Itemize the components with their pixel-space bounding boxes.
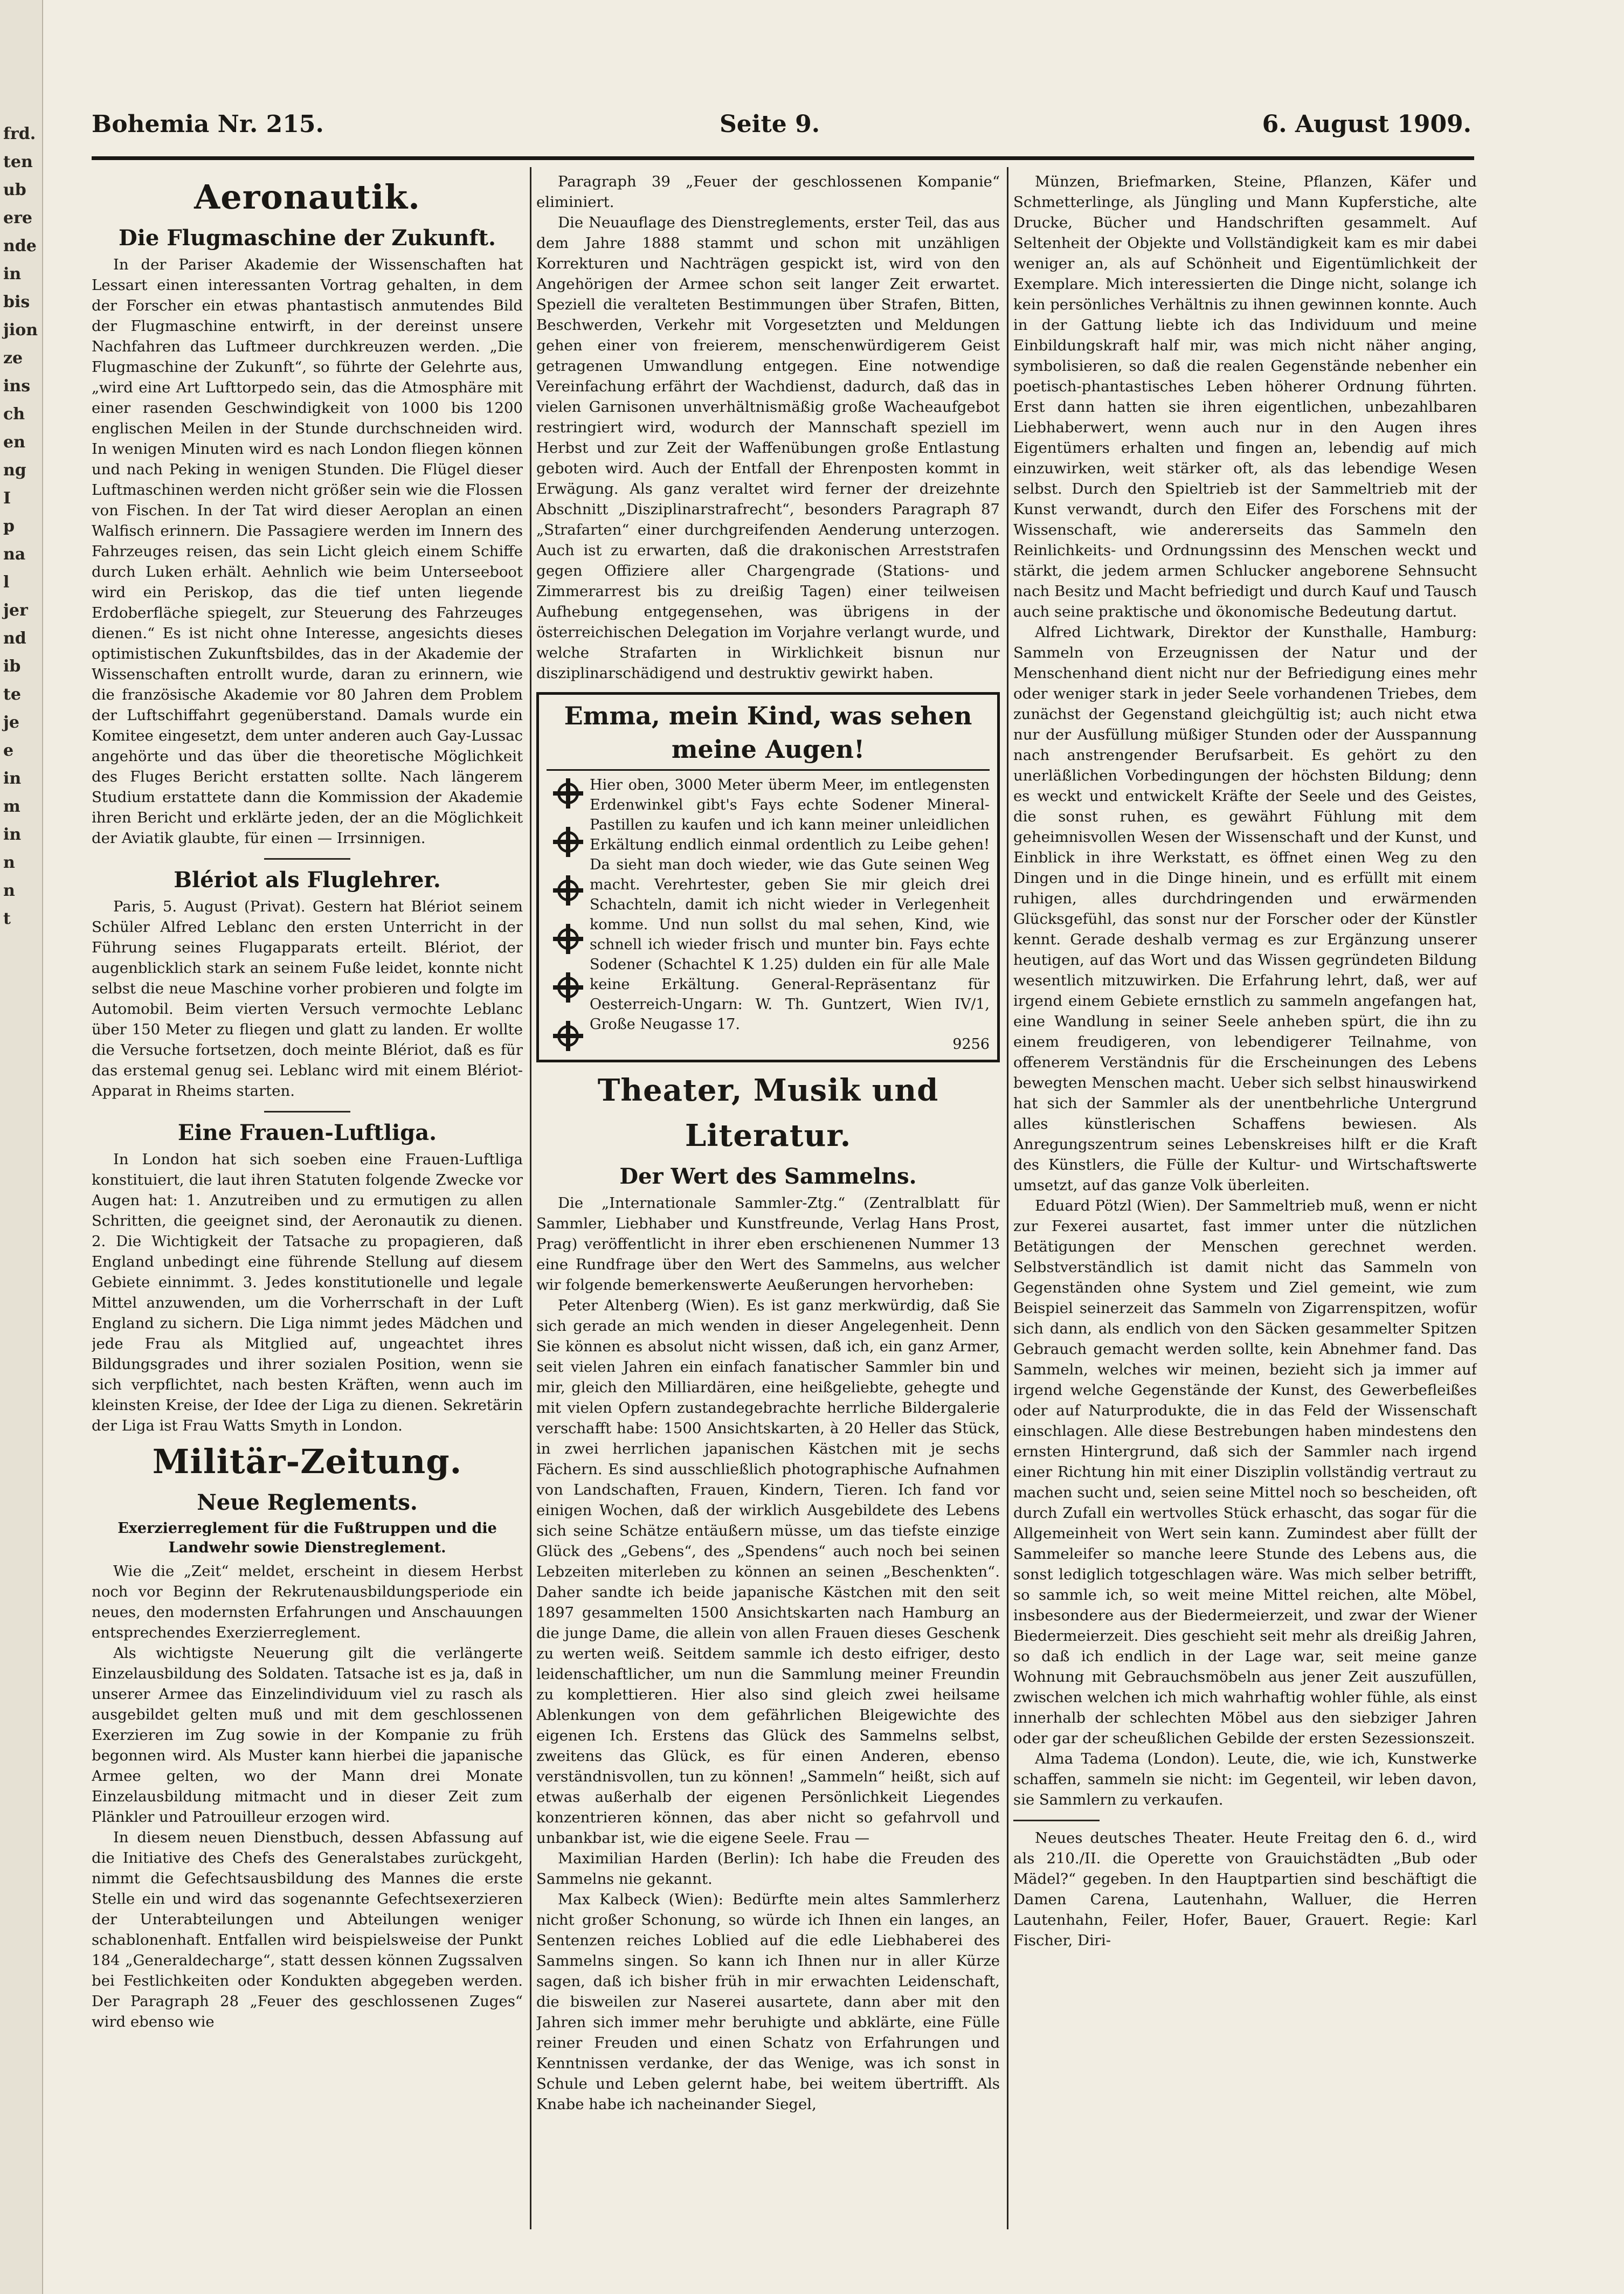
edge-text-fragment: p bbox=[3, 517, 15, 536]
edge-text-fragment: n bbox=[3, 881, 15, 900]
divider bbox=[264, 858, 350, 860]
edge-text-fragment: nd bbox=[3, 629, 26, 648]
article-title-bleriot: Blériot als Fluglehrer. bbox=[174, 867, 441, 893]
article-paragraph: Paragraph 39 „Feuer der geschlossenen Kompanie“ eliminiert. bbox=[536, 173, 1000, 211]
cross-ornament-icon bbox=[553, 875, 583, 906]
article-paragraph: In der Pariser Akademie der Wissenschaften hat Lessart einen interessanten Vortrag gehalten, in dem der Forscher ein etwas phantastisch anmutendes Bild der Flugmaschine entwirft, in der dereinst unsere Nachfahren das Luftmeer durchkreuzen werden. „Die Flugmaschine der Zukunft“, so führte der Gelehrte aus, „wird eine Art Lufttorpedo sein, das die Atmosphäre mit einer rasenden Geschwindigkeit von 1000 bis 1200 englischen Meilen in der Stunde durchschneiden wird. In wenigen Minuten wird es nach London fliegen können und nach Peking in wenigen Stunden. Die Flügel dieser Luftmaschinen werden nicht größer sein wie die Flossen von Fischen. In der Tat wird dieser Aeroplan an einen Walfisch erinnern. Die Passagiere werden im Innern des Fahrzeuges reisen, das sein Licht gleich einem Schiffe durch Luken erhält. Aehnlich wie beim Unterseeboot wird ein Periskop, das die tief unten liegende Erdoberfläche spiegelt, zur Steuerung des Fahrzeuges dienen.“ Es ist nicht ohne Interesse, angesichts dieses optimistischen Zukunftsbildes, das in der Akademie der Wissenschaften entrollt wurde, daran zu erinnern, wie die französische Akademie vor 80 Jahren dem Problem der Luftschiffahrt gegenüberstand. Damals wurde ein Komitee eingesetzt, dem unter anderen auch Gay-Lussac angehörte und das über die theoretische Möglichkeit des Fluges Bericht erstatten sollte. Nach längerem Studium erstattete dann die Kommission der Akademie ihren Bericht und erklärte jeden, der an die Möglichkeit der Aviatik glaubte, für einen — Irrsinnigen. bbox=[92, 256, 523, 847]
edge-text-fragment: nde bbox=[3, 237, 37, 255]
article-title-sammeln: Der Wert des Sammelns. bbox=[619, 1164, 917, 1189]
edge-text-fragment: ze bbox=[3, 349, 23, 368]
article-subtitle: Exerzierreglement für die Fußtruppen und die Landwehr sowie Dienstreglement. bbox=[118, 1520, 497, 1556]
edge-text-fragment: frd. bbox=[3, 125, 36, 143]
ad-ornament-column bbox=[547, 775, 590, 1054]
header-publication: Bohemia Nr. 215. bbox=[92, 110, 324, 138]
divider bbox=[264, 1111, 350, 1113]
cross-ornament-icon bbox=[553, 924, 583, 954]
header-page-number: Seite 9. bbox=[720, 110, 820, 138]
edge-text-fragment: ins bbox=[3, 377, 31, 396]
adjacent-page-edge bbox=[0, 0, 43, 2294]
edge-text-fragment: I bbox=[3, 489, 11, 508]
cross-ornament-icon bbox=[553, 827, 583, 857]
column-rule-1 bbox=[530, 167, 531, 2229]
article-paragraph: Maximilian Harden (Berlin): Ich habe die Freuden des Sammelns nie gekannt. bbox=[536, 1850, 1000, 1888]
edge-text-fragment: ten bbox=[3, 153, 33, 171]
column-1 bbox=[92, 171, 523, 2224]
edge-text-fragment: jion bbox=[3, 321, 38, 340]
edge-text-fragment: in bbox=[3, 825, 22, 844]
article-paragraph: Wie die „Zeit“ meldet, erscheint in diesem Herbst noch vor Beginn der Rekrutenausbildungsperiode ein neues, den modernsten Erfahrungen und Anschauungen entsprechendes Exerzierreglement. bbox=[92, 1563, 523, 1641]
page-header bbox=[92, 110, 1471, 148]
edge-text-fragment: bis bbox=[3, 293, 30, 312]
edge-text-fragment: je bbox=[3, 713, 19, 732]
edge-text-fragment: n bbox=[3, 853, 15, 872]
edge-text-fragment: ub bbox=[3, 181, 26, 199]
column-2 bbox=[536, 171, 1000, 2224]
section-title-theater: Theater, Musik und Literatur. bbox=[597, 1073, 939, 1153]
article-paragraph: In London hat sich soeben eine Frauen-Luftliga konstituiert, die laut ihren Statuten folgende Zwecke vor Augen hat: 1. Anzutreiben und zu ermutigen zu allen Schritten, die geeignet sind, der Aeronautik zu dienen. 2. Die Wichtigkeit der Tatsache zu propagieren, daß England unbedingt eine führende Stellung auf diesem Gebiete einnimmt. 3. Jedes konstitutionelle und legale Mittel anzuwenden, um die Vorherrschaft in der Luft England zu sichern. Die Liga nimmt jedes Mädchen und jede Frau als Mitglied auf, ungeachtet ihres Bildungsgrades und ihrer sozialen Position, wenn sie sich verpflichtet, nach besten Kräften, wenn auch im kleinsten Kreise, der Idee der Liga zu dienen. Sekretärin der Liga ist Frau Watts Smyth in London. bbox=[92, 1151, 523, 1434]
advertisement-text: Hier oben, 3000 Meter überm Meer, im entlegensten Erdenwinkel gibt's Fays echte Sodener Mineral-Pastillen zu kaufen und ich kann meiner unleidlichen Erkältung endlich einmal ordentlich zu Leibe gehen! Da sieht man doch wieder, wie das Gute seinen Weg macht. Verehrtester, geben Sie mir gleich drei Schachteln, damit ich nicht wieder in Verlegenheit komme. Und nun sollst du mal sehen, Kind, wie schnell ich wieder frisch und munter bin. Fays echte Sodener (Schachtel K 1.25) dulden ein für alle Male keine Erkältung. General-Repräsentanz für Oesterreich-Ungarn: W. Th. Guntzert, Wien IV/1, Große Neugasse 17. bbox=[590, 777, 990, 1033]
article-paragraph: Neues deutsches Theater. Heute Freitag den 6. d., wird als 210./II. die Operette von Grauichstädten „Bub oder Mädel?“ gegeben. In den Hauptpartien sind beschäftigt die Damen Carena, Lautenhahn, Walluer, die Herren Lautenhahn, Feiler, Hofer, Bauer, Grauert. Regie: Karl Fischer, Diri- bbox=[1013, 1829, 1477, 1949]
article-paragraph: In diesem neuen Dienstbuch, dessen Abfassung auf die Initiative des Chefs des Generalstabes zurückgeht, nimmt die Gefechtsausbildung des Mannes die erste Stelle ein und wird das sogenannte Gefechtsexerzieren der Unterabteilungen und Abteilungen weniger schablonenhaft. Entfallen wird beispielsweise der Punkt 184 „Generaldecharge“, statt dessen können Zugssalven bei Festlichkeiten oder Kondukten abgegeben werden. Der Paragraph 28 „Feuer des geschlossenen Zuges“ wird ebenso wie bbox=[92, 1829, 523, 2030]
edge-text-fragment: te bbox=[3, 685, 21, 704]
cross-ornament-icon bbox=[553, 1021, 583, 1051]
article-paragraph: Münzen, Briefmarken, Steine, Pflanzen, Käfer und Schmetterlinge, als Jüngling und Mann Kupferstiche, alte Drucke, Bücher und Handschriften gesammelt. Auf Seltenheit der Objekte und Vollständigkeit kam es mir dabei weniger an, als auf Schönheit und Eigentümlichkeit der Exemplare. Mich interessierten die Dinge nicht, solange ich kein persönliches Verhältnis zu ihnen gewinnen konnte. Auch in der Gattung liebte ich das Individuum und meine Einbildungskraft half mir, was mich nicht näher anging, symbolisieren, so daß die realen Gegenstände nebenher ein poetisch-phantastisches Leben höherer Ordnung führten. Erst dann hatten sie ihren eigentlichen, unbezahlbaren Liebhaberwert, wenn auch nur in den Augen ihres Eigentümers erhalten und fingen an, lebendig auf mich einzuwirken, weit stärker oft, als das lebendige Wesen selbst. Durch den Spieltrieb ist der Sammeltrieb mit der Kunst verwandt, durch den Eifer des Forschens mit der Wissenschaft, wie andererseits das Sammeln den Reinlichkeits- und Ordnungssinn des Menschen weckt und stärkt, die jedem armen Schlucker angeborene Sehnsucht nach Besitz und Macht befriedigt und durch Kauf und Tausch auch seine praktische und ökonomische Bedeutung dartut. bbox=[1013, 173, 1477, 620]
article-paragraph: Alma Tadema (London). Leute, die, wie ich, Kunstwerke schaffen, sammeln sie nicht: im Gegenteil, wir leben davon, sie Sammlern zu verkaufen. bbox=[1013, 1750, 1477, 1808]
article-paragraph: Die Neuauflage des Dienstreglements, erster Teil, das aus dem Jahre 1888 stammt und schon mit unzähligen Korrekturen und Nachträgen gespickt ist, wird von den Angehörigen der Armee schon seit langer Zeit erwartet. Speziell die veralteten Bestimmungen über Strafen, Bitten, Beschwerden, Verkehr mit Vorgesetzten und Meldungen gehen einer von freierem, menschenwürdigerem Geist getragenen Umwandlung entgegen. Eine notwendige Vereinfachung erfährt der Wachdienst, dadurch, daß das in vielen Garnisonen unverhältnismäßig große Wacheaufgebot restringiert wird, wodurch der Mannschaft speziell im Herbst und zur Zeit der Waffenübungen große Entlastung geboten wird. Auch der Entfall der Ehrenposten kommt in Erwägung. Als ganz veraltet wird ferner der dreizehnte Abschnitt „Disziplinarstrafrecht“, besonders Paragraph 87 „Strafarten“ einer durchgreifenden Aenderung unterzogen. Auch ist zu erwarten, daß die drakonischen Arreststrafen gegen Offiziere aller Chargengrade (Stations- und Zimmerarrest bis zu dreißig Tagen) einer teilweisen Aufhebung entgegensehen, was übrigens in der österreichischen Delegation im Vorjahre verlangt wurde, und welche Strafarten in Wirklichkeit bisnun nur disziplinarschädigend und destruktiv gewirkt haben. bbox=[536, 214, 1000, 682]
article-paragraph: Max Kalbeck (Wien): Bedürfte mein altes Sammlerherz nicht großer Schonung, so würde ich Ihnen ein langes, an Sentenzen reiches Loblied auf die edle Liebhaberei des Sammelns singen. So kann ich Ihnen nur in aller Kürze sagen, daß ich bisher früh in mir erwachten Leidenschaft, die bisweilen zur Naserei ausartete, dann aber mit den Jahren sich immer mehr beruhigte und abklärte, eine Fülle reiner Freuden und einen Schatz von Erfahrungen und Kenntnissen verdanke, der das Wenige, was ich sonst in Schule und Leben gelernt habe, bei weitem übertrifft. Als Knabe habe ich nacheinander Siegel, bbox=[536, 1891, 1000, 2113]
article-title-reglements: Neue Reglements. bbox=[197, 1490, 418, 1515]
header-date: 6. August 1909. bbox=[1262, 110, 1471, 138]
section-title-aeronautik: Aeronautik. bbox=[194, 177, 420, 217]
advertisement-box bbox=[536, 692, 1000, 1062]
edge-text-fragment: ib bbox=[3, 657, 21, 676]
header-rule bbox=[92, 156, 1474, 160]
article-paragraph: Als wichtigste Neuerung gilt die verlängerte Einzelausbildung des Soldaten. Tatsache ist es ja, daß in unserer Armee das Einzelindividuum viel zu rasch als ausgebildet gelten muß und mit dem geschlossenen Exerzieren im Zug sowie in der Kompanie zu früh begonnen wird. Als Muster kann hierbei die japanische Armee gelten, wo der Mann drei Monate Einzelausbildung mitmacht und in dieser Zeit zum Plänkler und Patrouilleur erzogen wird. bbox=[92, 1645, 523, 1826]
article-title-frauen-luftliga: Eine Frauen-Luftliga. bbox=[177, 1120, 437, 1145]
edge-text-fragment: in bbox=[3, 265, 22, 284]
edge-text-fragment: na bbox=[3, 545, 26, 564]
divider bbox=[1013, 1820, 1100, 1821]
section-title-militaer: Militär-Zeitung. bbox=[152, 1442, 462, 1481]
column-rule-2 bbox=[1007, 167, 1008, 2229]
edge-text-fragment: ng bbox=[3, 461, 26, 480]
edge-text-fragment: jer bbox=[3, 601, 28, 620]
edge-text-fragment: e bbox=[3, 741, 14, 760]
cross-ornament-icon bbox=[553, 972, 583, 1003]
article-paragraph: Die „Internationale Sammler-Ztg.“ (Zentralblatt für Sammler, Liebhaber und Kunstfreunde, Verlag Hans Prost, Prag) veröffentlicht in ihrer eben erschienenen Nummer 13 eine Rundfrage über den Wert des Sammelns, aus welcher wir folgende bemerkenswerte Aeußerungen hervorheben: bbox=[536, 1194, 1000, 1294]
article-title-flugmaschine: Die Flugmaschine der Zukunft. bbox=[119, 225, 496, 251]
advertisement-headline: Emma, mein Kind, was sehen meine Augen! bbox=[547, 699, 990, 771]
article-paragraph: Peter Altenberg (Wien). Es ist ganz merkwürdig, daß Sie sich gerade an mich wenden in dieser Angelegenheit. Denn Sie können es absolut nicht wissen, daß ich, ein ganz Armer, seit vielen Jahren ein einfach fanatischer Sammler bin und mir, gleich den Milliardären, eine heißgeliebte, gehegte und mit vielen Opfern zustandegebrachte herrliche Bildergalerie verschafft habe: 1500 Ansichtskarten, à 20 Heller das Stück, in zwei herrlichen japanischen Kästchen mit je sechs Fächern. Es sind ausschließlich photographische Aufnahmen von Landschaften, Frauen, Kindern, Tieren. Ich fand vor einigen Wochen, daß der wirklich Ausgebildete des Lebens sich seine Schätze entäußern müsse, um das tiefste einzige Glück des „Gebens“, des „Spendens“ auch noch bei seinen Lebzeiten miterleben zu können an seinen „Beschenkten“. Daher sandte ich beide japanische Kästchen mit den seit 1897 gesammelten 1500 Ansichtskarten nach Hamburg an die junge Dame, die allein von allen Frauen dieses Geschenk zu werten weiß. Seitdem sammle ich desto eifriger, desto leidenschaftlicher, um nun die Sammlung meiner Freundin zu komplettieren. Hier also sind gleich zwei heilsame Ablenkungen von dem gefährlichen Bleigewichte des eigenen Ich. Erstens das Glück des Sammelns selbst, zweitens das Glück, es für einen Anderen, ebenso verständnisvollen, tun zu können! „Sammeln“ heißt, sich auf etwas außerhalb der eigenen Persönlichkeit Liegendes konzentrieren können, das aber nicht so gefahrvoll und unbankbar ist, wie die eigene Seele. Frau — bbox=[536, 1297, 1000, 1847]
article-paragraph: Paris, 5. August (Privat). Gestern hat Blériot seinem Schüler Alfred Leblanc den ersten Unterricht in der Führung seines Flugapparats erteilt. Blériot, der augenblicklich stark an seinem Fuße leidet, konnte nicht selbst die neue Maschine vorher probieren und folgte im Automobil. Beim vierten Versuch vermochte Leblanc über 150 Meter zu fliegen und glatt zu landen. Er wollte die Versuche fortsetzen, doch meinte Blériot, daß es für das erstemal genug sei. Leblanc wird mit einem Blériot-Apparat in Rheims starten. bbox=[92, 898, 523, 1100]
advertisement-number: 9256 bbox=[952, 1036, 990, 1053]
article-paragraph: Alfred Lichtwark, Direktor der Kunsthalle, Hamburg: Sammeln von Erzeugnissen der Natur und der Menschenhand dient nicht nur der Befriedigung eines mehr oder weniger stark in jeder Seele vorhandenen Triebes, dem zunächst der Gegenstand gleichgültig ist; auch nicht etwa nur der Ausfüllung müßiger Stunden oder der Ausspannung nach anstrengender Berufsarbeit. Es gehört zu den unerläßlichen Vorbedingungen der höchsten Bildung; denn es weckt und entwickelt Kräfte der Seele und des Geistes, die sonst ruhen, es gewährt Fühlung mit dem geheimnisvollen Wesen der Wissenschaft und der Kunst, und Einblick in ihre Werkstatt, es öffnet einen Weg zu den Dingen und in die Dinge hinein, und es erfüllt mit einem ruhigen, alles durchdringenden und erwärmenden Glücksgefühl, das sonst nur der Forscher oder der Künstler kennt. Gerade deshalb vermag es zur Ergänzung unserer heutigen, auf das Wort und das Wissen gegründeten Bildung wesentlich mitzuwirken. Die Erfahrung lehrt, daß, wer auf irgend einem Gebiete ernstlich zu sammeln angefangen hat, eine Wandlung in seiner Seele anheben spürt, die ihn zu einem freudigeren, von lebendigerer Teilnahme, von offenerem Verständnis für die Erscheinungen des Lebens bewegten Menschen macht. Ueber sich selbst hinauswirkend hat sich der Sammler als der unentbehrliche Untergrund alles künstlerischen Schaffens bewiesen. Als Anregungszentrum seines Lebenskreises hilft er die Kraft des Künstlers, die Fülle der Kultur- und Wirtschaftswerte umsetzt, auf das ganze Volk überleiten. bbox=[1013, 624, 1477, 1194]
edge-text-fragment: l bbox=[3, 573, 10, 592]
edge-text-fragment: in bbox=[3, 769, 22, 788]
article-paragraph: Eduard Pötzl (Wien). Der Sammeltrieb muß, wenn er nicht zur Fexerei ausartet, fast immer unter die nützlichen Betätigungen der Menschen gerechnet werden. Selbstverständlich ist damit nicht das Sammeln von Gegenständen ohne System und Ziel gemeint, wie zum Beispiel seinerzeit das Sammeln von Zigarrenspitzen, wofür sich dann, als endlich von den Säcken gesammelter Spitzen Gebrauch gemacht werden sollte, kein Abnehmer fand. Das Sammeln, welches wir meinen, bezieht sich ja immer auf irgend welche Gegenstände der Kunst, des Gewerbefleißes oder auf Naturprodukte, die in das Feld der Wissenschaft einschlagen. Alle diese Bestrebungen haben mindestens den ernsten Hintergrund, daß sich der Sammler nach irgend einer Richtung hin mit einer Disziplin vollständig vertraut zu machen sucht und, seien seine Mittel noch so bescheiden, oft durch Zufall ein wertvolles Stück erhascht, das sogar für die Allgemeinheit von Wert sein kann. Zumindest aber füllt der Sammeleifer so manche leere Stunde des Lebens aus, die sonst lediglich totgeschlagen wäre. Was mich selber betrifft, so sammle ich, so weit meine Mittel reichen, alte Möbel, insbesondere aus der Biedermeierzeit, und zwar der Wiener Biedermeierzeit. Dies geschieht seit mehr als dreißig Jahren, so daß ich endlich in der Lage war, seit meine ganze Wohnung mit Gebrauchsmöbeln aus jener Zeit auszufüllen, zwischen welchen ich mich wahrhaftig wohler fühle, als einst innerhalb der schlechten Möbel aus den siebziger Jahren oder gar der scheußlichen Gebilde der ersten Sezessionszeit. bbox=[1013, 1197, 1477, 1747]
cross-ornament-icon bbox=[553, 778, 583, 809]
column-3 bbox=[1013, 171, 1477, 2224]
edge-text-fragment: ch bbox=[3, 405, 25, 424]
edge-text-fragment: m bbox=[3, 797, 20, 816]
edge-text-fragment: ere bbox=[3, 209, 32, 227]
edge-text-fragment: t bbox=[3, 909, 11, 928]
edge-text-fragment: en bbox=[3, 433, 25, 452]
